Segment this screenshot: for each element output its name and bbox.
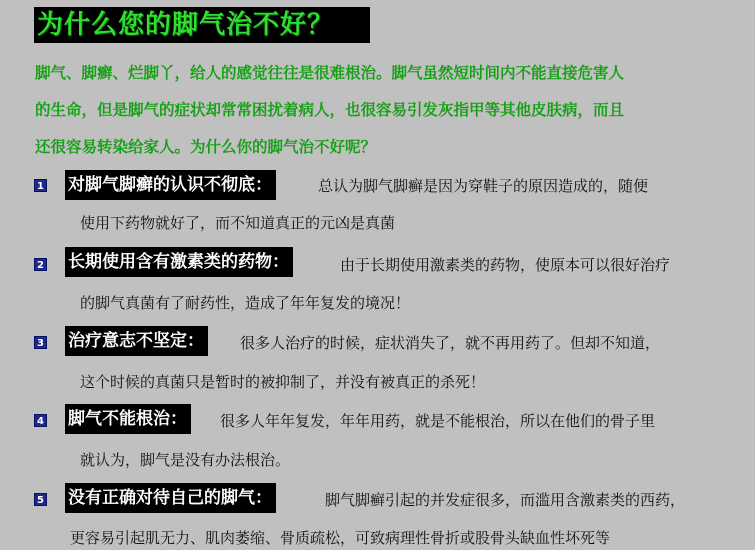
- item-number-badge: 1: [34, 179, 47, 192]
- reason-text-line-2: 的脚气真菌有了耐药性，造成了年年复发的境况！: [80, 294, 411, 312]
- item-number-badge: 2: [34, 258, 47, 271]
- reason-heading: 长期使用含有激素类的药物：: [65, 247, 293, 277]
- intro-line: 的生命，但是脚气的症状却常常困扰着病人，也很容易引发灰指甲等其他皮肤病，而且: [35, 101, 625, 119]
- intro-line: 脚气、脚癣、烂脚丫，给人的感觉往往是很难根治。脚气虽然短时间内不能直接危害人: [35, 64, 625, 82]
- page-title: 为什么您的脚气治不好？: [34, 7, 370, 43]
- reason-heading: 没有正确对待自己的脚气：: [65, 483, 276, 513]
- intro-paragraph: [35, 55, 735, 166]
- item-number-badge: 5: [34, 493, 47, 506]
- reason-heading: 脚气不能根治：: [65, 404, 191, 434]
- reason-text-line-1: 脚气脚癣引起的并发症很多，而滥用含激素类的西药，: [325, 491, 686, 509]
- reason-text-line-2: 使用下药物就好了，而不知道真正的元凶是真菌: [80, 214, 396, 232]
- reason-heading: 治疗意志不坚定：: [65, 326, 208, 356]
- reason-text-line-2: 更容易引起肌无力、肌肉萎缩、骨质疏松，可致病理性骨折或股骨头缺血性坏死等: [70, 529, 611, 547]
- reason-text-line-1: 总认为脚气脚癣是因为穿鞋子的原因造成的，随便: [318, 177, 649, 195]
- reason-text-line-1: 很多人治疗的时候，症状消失了，就不再用药了。但却不知道，: [240, 334, 661, 352]
- reason-text-line-2: 就认为，脚气是没有办法根治。: [80, 451, 291, 469]
- item-number-badge: 4: [34, 414, 47, 427]
- reason-text-line-1: 由于长期使用激素类的药物，使原本可以很好治疗: [340, 256, 671, 274]
- item-number-badge: 3: [34, 336, 47, 349]
- reason-text-line-2: 这个时候的真菌只是暂时的被抑制了，并没有被真正的杀死！: [80, 373, 486, 391]
- reason-text-line-1: 很多人年年复发，年年用药，就是不能根治，所以在他们的骨子里: [220, 412, 656, 430]
- intro-line: 还很容易转染给家人。为什么你的脚气治不好呢？: [35, 138, 377, 156]
- reason-heading: 对脚气脚癣的认识不彻底：: [65, 170, 276, 200]
